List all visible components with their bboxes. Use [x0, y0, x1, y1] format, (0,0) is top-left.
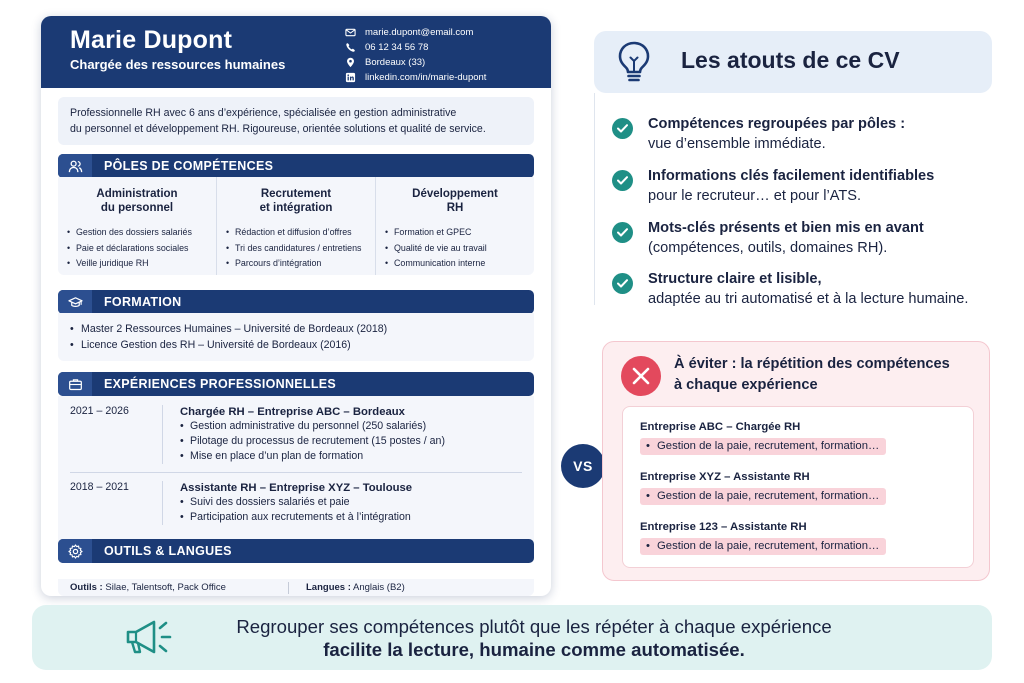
languages-label: Langues : [306, 582, 351, 593]
location-pin-icon [345, 57, 356, 68]
contact-phone-text: 06 12 34 56 78 [365, 42, 429, 53]
atout-bold: Mots-clés présents et bien mis en avant [648, 220, 924, 236]
linkedin-icon [345, 72, 356, 83]
atout-text [648, 114, 905, 154]
pole-title [66, 187, 208, 223]
envelope-icon [345, 27, 356, 38]
atout-text [648, 269, 968, 309]
repeat-example [640, 470, 886, 505]
check-icon [617, 228, 628, 237]
cv-name: Marie Dupont [70, 26, 233, 54]
section-title: EXPÉRIENCES PROFESSIONNELLES [104, 377, 337, 391]
section-icon [58, 290, 92, 314]
list-item: • Participation aux recrutements et à l’intégration [180, 510, 522, 525]
summary-line: Professionnelle RH avec 6 ans d’expérience, spécialisée en gestion administrative [70, 107, 457, 119]
experience-content [162, 481, 522, 525]
vs-badge: VS [561, 444, 605, 488]
avoid-panel [602, 341, 990, 581]
tools-body [58, 579, 534, 596]
check-icon [617, 124, 628, 133]
avoid-title-line: à chaque expérience [674, 377, 818, 393]
list-item: • Suivi des dossiers salariés et paie [180, 495, 522, 510]
check-icon [617, 176, 628, 185]
divider [288, 582, 289, 594]
atout-text [648, 166, 934, 206]
users-icon [68, 159, 83, 174]
pole-column [376, 177, 534, 275]
close-icon [632, 367, 650, 385]
gear-icon [68, 544, 83, 559]
experience-dates: 2021 – 2026 [70, 405, 129, 417]
repeat-example [640, 420, 886, 455]
check-circle [612, 222, 633, 243]
lightbulb-icon [614, 39, 654, 85]
list-item: • Gestion administrative du personnel (250 salariés) [180, 419, 522, 434]
experience-title: Assistante RH – Entreprise XYZ – Toulouse [180, 482, 413, 494]
list-item: • Communication interne [384, 256, 526, 272]
repeat-text: • Gestion de la paie, recrutement, formation… [640, 538, 886, 555]
pole-title-line: RH [446, 202, 464, 214]
section-header-formation [58, 290, 534, 314]
experience-bullets [180, 419, 522, 464]
section-header-tools [58, 539, 534, 563]
contact-list [345, 25, 486, 85]
section-icon [58, 539, 92, 563]
avoid-title-line: À éviter : la répétition des compétences [674, 356, 950, 372]
list-item: • Paie et déclarations sociales [66, 241, 208, 257]
languages-line [306, 582, 405, 593]
atouts-header [594, 31, 992, 93]
cv-header [41, 16, 551, 88]
atouts-title: Les atouts de ce CV [681, 47, 900, 73]
atout-bold: Compétences regroupées par pôles : [648, 116, 906, 132]
divider [70, 472, 522, 473]
cv-role: Chargée des ressources humaines [70, 57, 286, 72]
repeat-title: Entreprise XYZ – Assistante RH [640, 471, 810, 483]
experience-bullets [180, 495, 522, 525]
section-icon [58, 372, 92, 396]
contact-location-text: Bordeaux (33) [365, 57, 426, 68]
list-item: • Qualité de vie au travail [384, 241, 526, 257]
poles-body [58, 177, 534, 275]
experience-content [162, 405, 522, 464]
atout-normal: adaptée au tri automatisé et à la lecture humaine. [648, 291, 969, 307]
tools-value: Silae, Talentsoft, Pack Office [105, 582, 226, 593]
section-title: FORMATION [104, 295, 182, 309]
repeat-example [640, 520, 886, 555]
contact-phone [345, 40, 486, 55]
languages-value: Anglais (B2) [353, 582, 405, 593]
contact-location [345, 55, 486, 70]
summary-line: du personnel et développement RH. Rigoureuse, orientée solutions et qualité de service. [70, 123, 486, 135]
check-icon [617, 279, 628, 288]
contact-linkedin-text: linkedin.com/in/marie-dupont [365, 72, 487, 83]
atout-normal: vue d’ensemble immédiate. [648, 136, 826, 152]
list-item: • Formation et GPEC [384, 225, 526, 241]
pole-column [58, 177, 217, 275]
repeat-title: Entreprise ABC – Chargée RH [640, 421, 801, 433]
list-item: • Licence Gestion des RH – Université de Bordeaux (2016) [70, 337, 522, 353]
pole-column [217, 177, 376, 275]
close-circle [621, 356, 661, 396]
pole-title-line: Administration [96, 188, 178, 200]
list-item: • Veille juridique RH [66, 256, 208, 272]
list-item: • Master 2 Ressources Humaines – Université de Bordeaux (2018) [70, 321, 522, 337]
atout-bold: Structure claire et lisible, [648, 271, 822, 287]
check-circle [612, 273, 633, 294]
tools-label: Outils : [70, 582, 103, 593]
section-icon [58, 154, 92, 178]
atout-bold: Informations clés facilement identifiables [648, 168, 935, 184]
formation-body [58, 313, 534, 361]
avoid-title [674, 354, 950, 396]
pole-list [66, 225, 208, 272]
repeat-title: Entreprise 123 – Assistante RH [640, 521, 807, 533]
banner-line1: Regrouper ses compétences plutôt que les répéter à chaque expérience [236, 616, 832, 637]
briefcase-icon [68, 377, 83, 392]
atout-text [648, 218, 924, 258]
atout-normal: pour le recruteur… et pour l’ATS. [648, 188, 862, 204]
experience-title: Chargée RH – Entreprise ABC – Bordeaux [180, 406, 405, 418]
pole-list [384, 225, 526, 272]
repeat-text: • Gestion de la paie, recrutement, formation… [640, 488, 886, 505]
check-circle [612, 118, 633, 139]
pole-title-line: et intégration [259, 202, 333, 214]
list-item: • Rédaction et diffusion d’offres [225, 225, 367, 241]
list-item: • Pilotage du processus de recrutement (15 postes / an) [180, 434, 522, 449]
bottom-banner [32, 605, 992, 670]
list-item: • Parcours d’intégration [225, 256, 367, 272]
list-item: • Tri des candidatures / entretiens [225, 241, 367, 257]
check-circle [612, 170, 633, 191]
experiences-body [58, 396, 534, 546]
section-title: PÔLES DE COMPÉTENCES [104, 159, 274, 173]
pole-title-line: Recrutement [260, 188, 332, 200]
pole-title [384, 187, 526, 223]
formation-list [70, 321, 522, 353]
graduation-cap-icon [68, 295, 83, 310]
section-title: OUTILS & LANGUES [104, 544, 232, 558]
pole-list [225, 225, 367, 272]
pole-title-line: du personnel [100, 202, 174, 214]
avoid-examples [622, 406, 974, 568]
pole-title-line: Développement [412, 188, 498, 200]
section-header-experiences [58, 372, 534, 396]
atout-normal: (compétences, outils, domaines RH). [648, 240, 888, 256]
contact-email-text: marie.dupont@email.com [365, 27, 474, 38]
contact-linkedin [345, 70, 486, 85]
pole-title [225, 187, 367, 223]
divider [594, 93, 595, 305]
tools-line [70, 582, 226, 593]
repeat-text: • Gestion de la paie, recrutement, formation… [640, 438, 886, 455]
list-item: • Mise en place d’un plan de formation [180, 449, 522, 464]
contact-email [345, 25, 486, 40]
banner-line2: facilite la lecture, humaine comme automatisée. [323, 639, 745, 660]
cv-summary [58, 97, 534, 145]
section-header-poles [58, 154, 534, 178]
list-item: • Gestion des dossiers salariés [66, 225, 208, 241]
cv-card [41, 16, 551, 596]
experience-dates: 2018 – 2021 [70, 481, 129, 493]
phone-icon [345, 42, 356, 53]
